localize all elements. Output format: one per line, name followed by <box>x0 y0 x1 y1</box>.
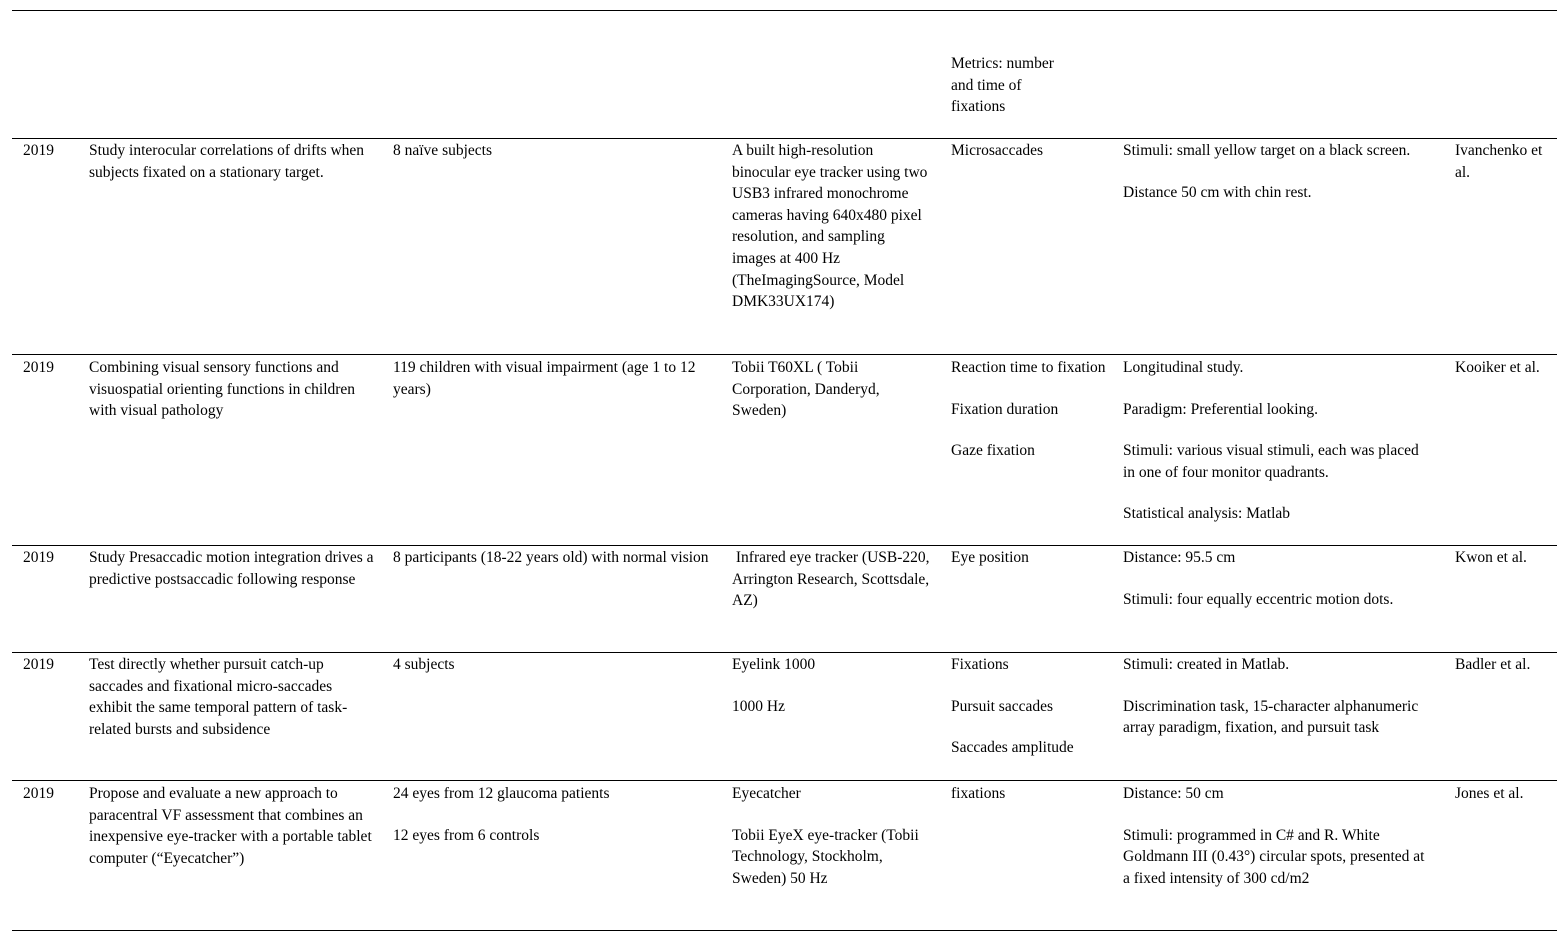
notes-text: Discrimination task, 15-character alphanumeric array paradigm, fixation, and pursuit task <box>1123 697 1419 737</box>
subjects-cell <box>393 783 713 846</box>
device-cell <box>732 547 932 612</box>
metric-text: fixations <box>951 785 1006 802</box>
year-cell: 2019 <box>23 656 54 673</box>
subjects-text: 24 eyes from 12 glaucoma patients <box>393 785 610 802</box>
subjects-text: 119 children with visual impairment (age 1 to 12 years) <box>393 359 696 398</box>
reference-cell: Badler et al. <box>1455 656 1531 673</box>
year-cell: 2019 <box>23 142 54 159</box>
notes-text: Stimuli: four equally eccentric motion dots. <box>1123 590 1394 608</box>
continuation-line: fixations <box>951 98 1006 116</box>
table-top-rule <box>12 10 1557 11</box>
device-cell <box>732 140 932 313</box>
metrics-cell <box>951 547 1111 569</box>
aim-text: Combining visual sensory functions and visuospatial orienting functions in children with visual pathology <box>89 359 356 420</box>
notes-text: Stimuli: small yellow target on a black screen. <box>1123 142 1411 159</box>
aim-cell <box>89 547 374 590</box>
device-cell <box>732 783 932 889</box>
metric-text: Fixations <box>951 656 1009 673</box>
device-text: Eyecatcher <box>732 785 801 802</box>
year-cell: 2019 <box>23 785 54 802</box>
continuation-line: and time of <box>951 76 1022 94</box>
notes-text: Distance: 50 cm <box>1123 785 1224 802</box>
device-text: Tobii T60XL ( Tobii Corporation, Danderyd, Sweden) <box>732 359 880 420</box>
metrics-cell <box>951 654 1111 759</box>
subjects-cell <box>393 140 713 162</box>
notes-text: Distance 50 cm with chin rest. <box>1123 183 1312 201</box>
metric-text: Eye position <box>951 549 1029 566</box>
reference-cell: Kwon et al. <box>1455 549 1527 566</box>
subjects-text: 8 naïve subjects <box>393 142 493 159</box>
notes-text: Statistical analysis: Matlab <box>1123 505 1291 523</box>
reference-cell: Jones et al. <box>1455 785 1524 802</box>
metric-text: Gaze fixation <box>951 442 1035 460</box>
notes-text: Stimuli: programmed in C# and R. White Goldmann III (0.43°) circular spots, presented at a fixed intensity of 300 cd/m2 <box>1123 826 1425 887</box>
subjects-text: 8 participants (18-22 years old) with normal vision <box>393 549 709 566</box>
metrics-cell <box>951 140 1111 162</box>
row-divider <box>12 354 1557 355</box>
aim-cell <box>89 783 374 869</box>
continuation-metrics-cell <box>951 53 1111 118</box>
metric-text: Microsaccades <box>951 142 1044 159</box>
notes-text: Paradigm: Preferential looking. <box>1123 400 1318 418</box>
aim-text: Propose and evaluate a new approach to paracentral VF assessment that combines an inexpensive eye-tracker with a portable tablet computer (“Eyecatcher”) <box>89 785 372 867</box>
subjects-cell <box>393 357 713 400</box>
metrics-cell <box>951 357 1111 462</box>
metric-text: Saccades amplitude <box>951 739 1074 757</box>
aim-text: Test directly whether pursuit catch-up saccades and fixational micro-saccades exhibit the same temporal pattern of task-related bursts and subsidence <box>89 656 348 738</box>
device-text: Tobii EyeX eye-tracker (Tobii Technology, Stockholm, Sweden) 50 Hz <box>732 826 919 887</box>
notes-cell <box>1123 357 1433 525</box>
notes-cell <box>1123 547 1433 610</box>
notes-text: Stimuli: created in Matlab. <box>1123 656 1290 673</box>
row-divider <box>12 138 1557 139</box>
device-cell <box>732 654 932 717</box>
continuation-line: Metrics: number <box>951 55 1054 72</box>
metric-text: Reaction time to fixation <box>951 359 1106 376</box>
row-divider <box>12 780 1557 781</box>
subjects-text: 4 subjects <box>393 656 455 673</box>
notes-text: Stimuli: various visual stimuli, each was placed in one of four monitor quadrants. <box>1123 442 1419 481</box>
metric-text: Pursuit saccades <box>951 697 1054 715</box>
row-divider <box>12 652 1557 653</box>
notes-cell <box>1123 654 1433 739</box>
notes-text: Longitudinal study. <box>1123 359 1244 376</box>
metrics-cell <box>951 783 1111 805</box>
year-cell: 2019 <box>23 549 54 566</box>
notes-text: Distance: 95.5 cm <box>1123 549 1236 566</box>
aim-text: Study Presaccadic motion integration drives a predictive postsaccadic following response <box>89 549 374 588</box>
device-text: Eyelink 1000 <box>732 656 816 673</box>
row-divider <box>12 545 1557 546</box>
device-text: 1000 Hz <box>732 697 785 715</box>
reference-cell: Ivanchenko et al. <box>1455 142 1543 181</box>
aim-text: Study interocular correlations of drifts when subjects fixated on a stationary target. <box>89 142 365 181</box>
metric-text: Fixation duration <box>951 400 1059 418</box>
subjects-cell <box>393 654 713 676</box>
notes-cell <box>1123 140 1433 203</box>
notes-cell <box>1123 783 1433 889</box>
aim-cell <box>89 140 374 183</box>
aim-cell <box>89 654 374 740</box>
year-cell: 2019 <box>23 359 54 376</box>
device-text: A built high-resolution binocular eye tracker using two USB3 infrared monochrome cameras having 640x480 pixel resolution, and sampling images at 400 Hz (TheImagingSource, Model DMK33UX174) <box>732 142 928 311</box>
device-text: Infrared eye tracker (USB-220, Arrington Research, Scottsdale, AZ) <box>732 549 933 610</box>
aim-cell <box>89 357 374 422</box>
table-bottom-rule <box>12 930 1557 931</box>
device-cell <box>732 357 932 422</box>
subjects-cell <box>393 547 713 569</box>
subjects-text: 12 eyes from 6 controls <box>393 826 540 844</box>
reference-cell: Kooiker et al. <box>1455 359 1540 376</box>
